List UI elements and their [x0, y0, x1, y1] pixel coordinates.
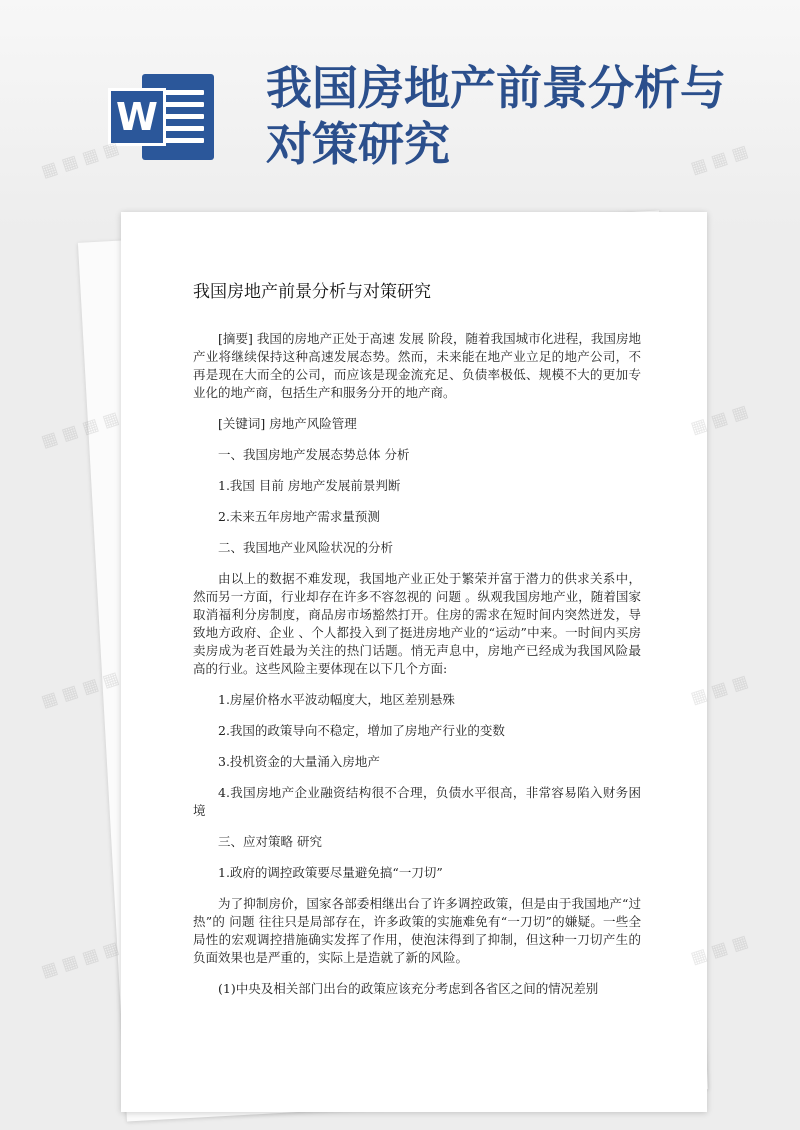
list-item: 1.房屋价格水平波动幅度大，地区差别悬殊 [218, 692, 455, 707]
watermark-mark: ▦ ▦ ▦ [688, 671, 751, 709]
subsection-heading: (1)中央及相关部门出台的政策应该充分考虑到各省区之间的情况差别 [218, 981, 599, 996]
subsection-heading: 1.政府的调控政策要尽量避免搞“一刀切” [218, 865, 443, 880]
word-logo-letter: W [108, 88, 166, 146]
watermark-mark: ▦ ▦ ▦ ▦ [38, 938, 122, 982]
subsection-heading: 2.未来五年房地产需求量预测 [218, 509, 380, 524]
watermark-mark: ▦ ▦ ▦ ▦ [38, 668, 122, 712]
abstract-paragraph: [摘要] 我国的房地产正处于高速 发展 阶段，随着我国城市化进程，我国房地产业将继续保持这种高速发展态势。然而，未来能在地产业立足的地产公司，不再是现在大而全的公司，而应该是现金流充足、负债率极低、规模不大的更加专业化的地产商，包括生产和服务分开的地产商。 [193, 331, 641, 400]
watermark-mark: ▦ ▦ ▦ ▦ [38, 408, 122, 452]
body-paragraph: 为了抑制房价，国家各部委相继出台了许多调控政策，但是由于我国地产“过热”的 问题 往往只是局部存在，许多政策的实施难免有“一刀切”的嫌疑。一些全局性的宏观调控措施确实发挥了作用，使泡沫得到了抑制，但这种一刀切产生的负面效果也是严重的，实际上是造就了新的风险。 [193, 896, 641, 965]
header-title: 我国房地产前景分析与对策研究 [266, 61, 726, 171]
section-heading-3: 三、应对策略 研究 [218, 834, 322, 849]
header-banner [0, 0, 800, 230]
document-title: 我国房地产前景分析与对策研究 [193, 282, 431, 302]
list-item: 2.我国的政策导向不稳定，增加了房地产行业的变数 [218, 723, 505, 738]
watermark-mark: ▦ ▦ ▦ [688, 931, 751, 969]
body-paragraph: 由以上的数据不难发现，我国地产业正处于繁荣并富于潜力的供求关系中，然而另一方面，行业却存在许多不容忽视的 问题 。纵观我国房地产业，随着国家取消福利分房制度，商品房市场豁然打开。住房的需求在短时间内突然迸发，导致地方政府、企业 、个人都投入到了挺进房地产业的“运动”中来。一时间内买房卖房成为老百姓最为关注的热门话题。悄无声息中，房地产已经成为我国风险最高的行业。这些风险主要体现在以下几个方面: [193, 571, 641, 676]
subsection-heading: 1.我国 目前 房地产发展前景判断 [218, 478, 401, 493]
watermark-mark: ▦ ▦ ▦ [688, 401, 751, 439]
list-item: 3.投机资金的大量涌入房地产 [218, 754, 380, 769]
list-item: 4.我国房地产企业融资结构很不合理，负债水平很高，非常容易陷入财务困境 [193, 785, 641, 818]
document-body [193, 280, 641, 1011]
word-document-icon [108, 74, 214, 160]
section-heading-2: 二、我国地产业风险状况的分析 [218, 540, 394, 555]
section-heading-1: 一、我国房地产发展态势总体 分析 [218, 447, 410, 462]
keywords-line: [关键词] 房地产风险管理 [218, 416, 357, 431]
document-page [121, 212, 707, 1112]
